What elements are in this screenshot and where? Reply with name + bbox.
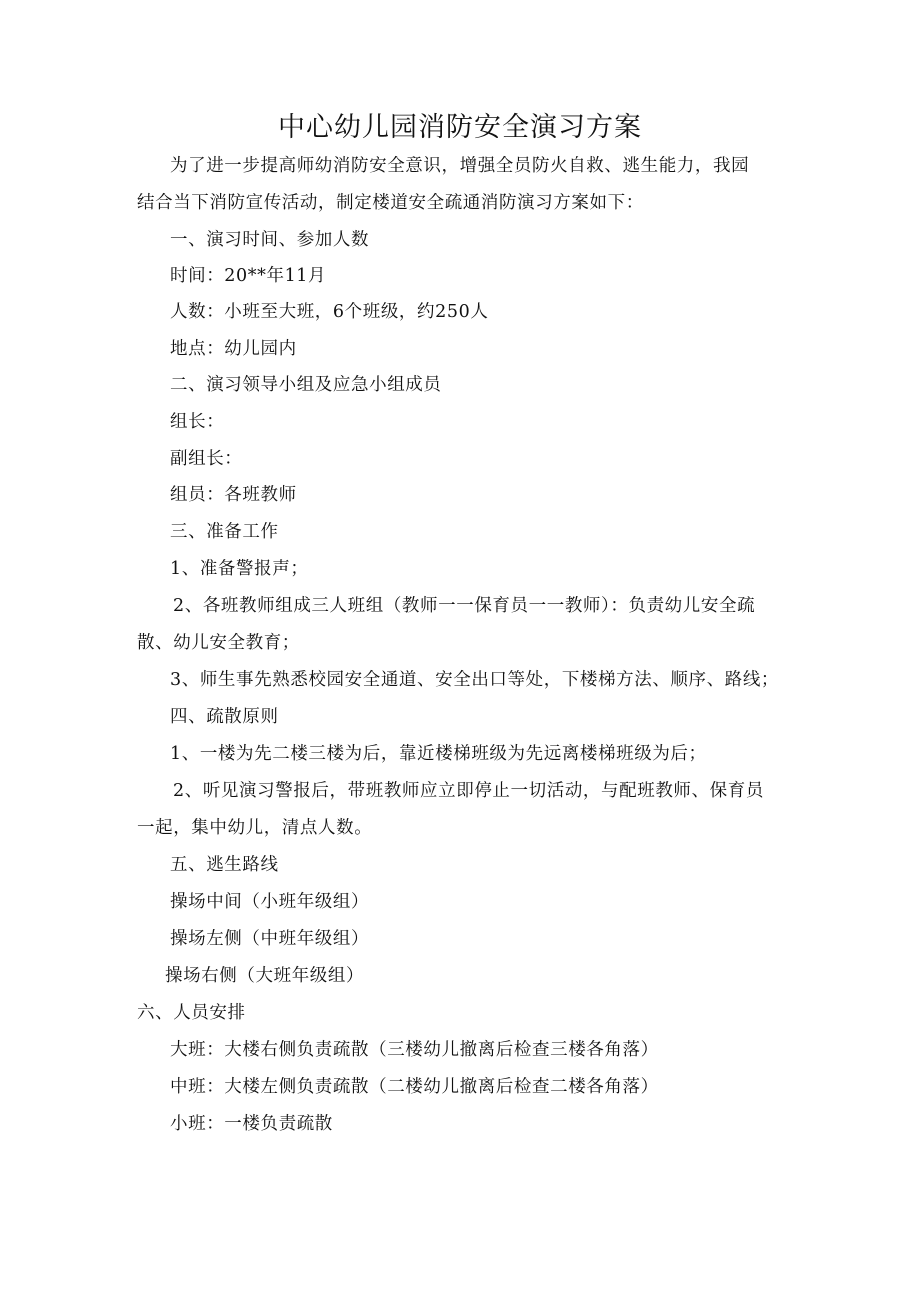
section-heading: 六、人员安排 (137, 1003, 246, 1023)
paragraph-line: 大班：大楼右侧负责疏散（三楼幼儿撤离后检查三楼各角落） (170, 1040, 659, 1060)
paragraph-line: 人数：小班至大班，6个班级，约250人 (170, 302, 489, 322)
paragraph-line: 1、一楼为先二楼三楼为后，靠近楼梯班级为先远离楼梯班级为后； (170, 744, 707, 764)
paragraph-line: 2、各班教师组成三人班组（教师一一保育员一一教师）：负责幼儿安全疏 (173, 596, 756, 616)
paragraph-line: 操场右侧（大班年级组） (165, 966, 365, 986)
paragraph-line: 小班：一楼负责疏散 (170, 1114, 333, 1134)
paragraph-line: 一起，集中幼儿，清点人数。 (137, 818, 373, 838)
paragraph-line: 操场中间（小班年级组） (170, 892, 370, 912)
paragraph-line: 1、准备警报声； (170, 559, 309, 579)
paragraph-line: 操场左侧（中班年级组） (170, 929, 370, 949)
paragraph-line: 时间：20**年11月 (170, 266, 327, 286)
section-heading: 五、逃生路线 (170, 855, 279, 875)
paragraph-line: 为了进一步提高师幼消防安全意识，增强全员防火自救、逃生能力，我园 (170, 156, 750, 176)
paragraph-line: 结合当下消防宣传活动，制定楼道安全疏通消防演习方案如下： (137, 193, 644, 213)
section-heading: 四、疏散原则 (170, 707, 279, 727)
paragraph-line: 地点：幼儿园内 (170, 339, 297, 359)
paragraph-line: 3、师生事先熟悉校园安全通道、安全出口等处，下楼梯方法、顺序、路线； (170, 670, 780, 690)
paragraph-line: 组长： (170, 412, 225, 432)
paragraph-line: 散、幼儿安全教育； (137, 633, 300, 653)
paragraph-line: 组员：各班教师 (170, 485, 297, 505)
paragraph-line: 中班：大楼左侧负责疏散（二楼幼儿撤离后检查二楼各角落） (170, 1077, 659, 1097)
paragraph-line: 副组长： (170, 449, 243, 469)
section-heading: 一、演习时间、参加人数 (170, 230, 370, 250)
paragraph-line: 2、听见演习警报后，带班教师应立即停止一切活动，与配班教师、保育员 (173, 781, 764, 801)
section-heading: 二、演习领导小组及应急小组成员 (170, 375, 442, 395)
section-heading: 三、准备工作 (170, 522, 279, 542)
document-title: 中心幼儿园消防安全演习方案 (278, 112, 642, 143)
